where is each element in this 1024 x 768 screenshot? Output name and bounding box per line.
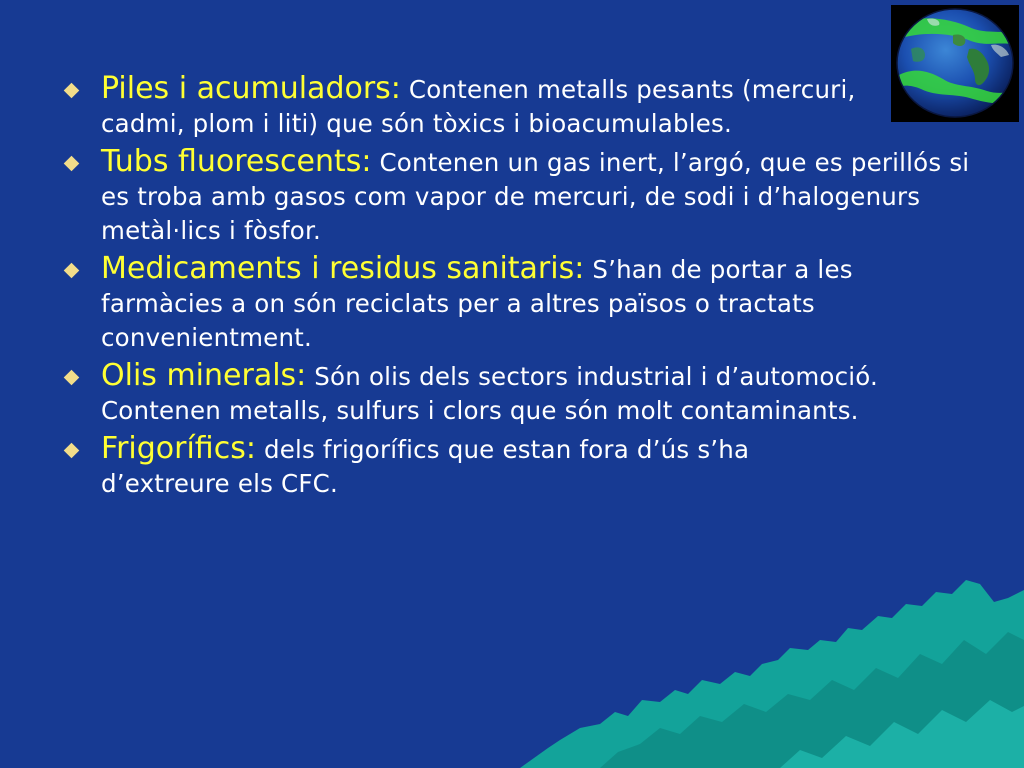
bullet-text (101, 252, 951, 355)
bullet-term: Medicaments i residus sanitaris: (101, 251, 585, 286)
diamond-bullet-icon (64, 443, 80, 459)
bullet-list (64, 71, 970, 505)
bullet-text (101, 145, 971, 248)
bullet-item (64, 145, 971, 248)
bullet-text (101, 359, 971, 428)
bullet-text (101, 432, 881, 501)
diamond-bullet-icon (64, 156, 80, 172)
bullet-term: Piles i acumuladors: (101, 71, 401, 106)
bullet-item (64, 359, 971, 428)
bullet-description: dels frigorífics que estan fora d’ús s’ha d’extreure els CFC. (101, 435, 750, 498)
diamond-bullet-icon (64, 263, 80, 279)
bullet-description: Contenen un gas inert, l’argó, que es perillós si es troba amb gasos com vapor de mercuri, de sodi i d’halogenurs metàl·lics i fòsfor. (101, 148, 970, 245)
bullet-item (64, 252, 951, 355)
bullet-item (64, 72, 861, 141)
diamond-bullet-icon (64, 83, 80, 99)
bullet-item (64, 432, 881, 501)
bullet-description: S’han de portar a les farmàcies a on són reciclats per a altres països o tractats convenientment. (101, 255, 853, 352)
bullet-description: Contenen metalls pesants (mercuri, cadmi, plom i liti) que són tòxics i bioacumulables. (101, 75, 856, 138)
bullet-description: Són olis dels sectors industrial i d’automoció. Contenen metalls, sulfurs i clors que són molt contaminants. (101, 362, 879, 425)
bullet-text (101, 72, 861, 141)
bullet-term: Tubs fluorescents: (101, 144, 372, 179)
bullet-term: Olis minerals: (101, 358, 307, 393)
bullet-term: Frigorífics: (101, 431, 256, 466)
diamond-bullet-icon (64, 370, 80, 386)
